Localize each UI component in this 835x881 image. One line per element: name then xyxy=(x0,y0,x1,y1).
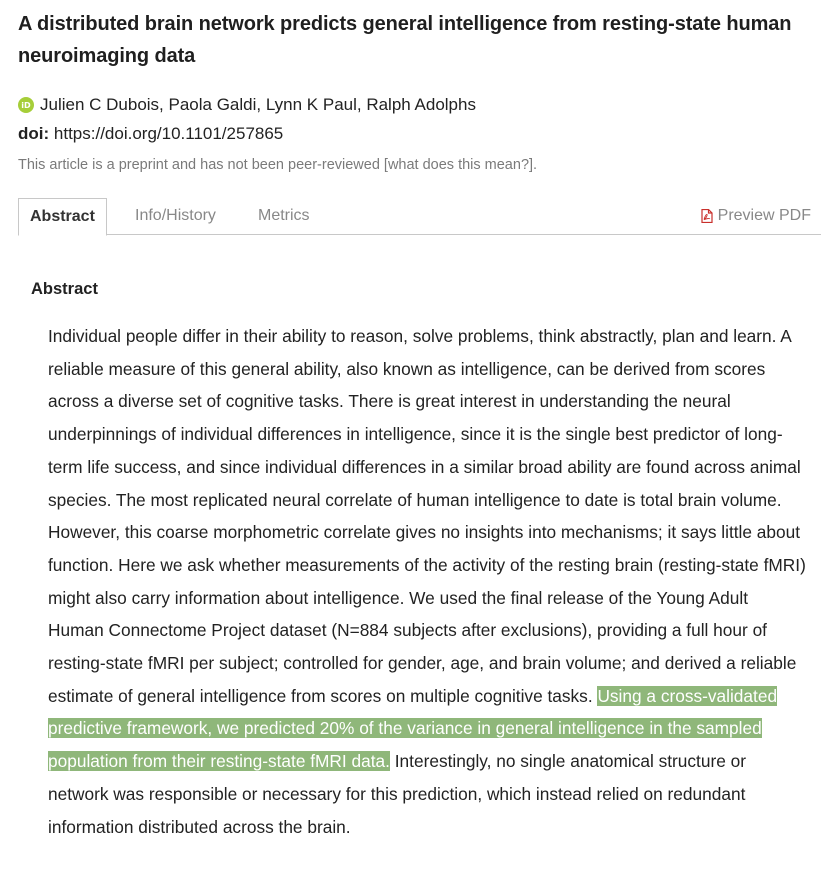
abstract-highlighted-text: Using a cross-validated predictive framework, we predicted 20% of the variance in general intelligence in the sampled population from their resting-state fMRI data. xyxy=(48,685,778,772)
abstract-heading: Abstract xyxy=(31,280,98,298)
article-title: A distributed brain network predicts general intelligence from resting-state human neuroimaging data xyxy=(18,13,792,67)
tab-info-history[interactable]: Info/History xyxy=(135,207,216,224)
tab-metrics[interactable]: Metrics xyxy=(258,207,310,224)
preview-pdf-label[interactable]: Preview PDF xyxy=(717,207,811,224)
author-list xyxy=(18,94,476,116)
pdf-file-icon xyxy=(701,209,713,223)
authors-text[interactable]: Julien C Dubois, Paola Galdi, Lynn K Paul, Ralph Adolphs xyxy=(40,95,476,114)
preprint-notice: This article is a preprint and has not been peer-reviewed [what does this mean?]. xyxy=(18,157,538,173)
abstract-body xyxy=(48,320,808,843)
doi-label: doi: xyxy=(18,124,50,143)
preview-pdf-link[interactable] xyxy=(701,198,811,234)
orcid-icon[interactable]: iD xyxy=(18,97,34,113)
article-tabs xyxy=(18,198,821,235)
doi-line xyxy=(18,124,283,144)
abstract-text-before: Individual people differ in their ability to reason, solve problems, think abstractly, plan and learn. A reliable measure of this general ability, also known as intelligence, can be derived from scores across a diverse set of cognitive tasks. There is great interest in understanding the neural underpinnings of individual differences in intelligence, since it is the single best predictor of long-term life success, and since individual differences in a similar broad ability are found across animal species. The most replicated neural correlate of human intelligence to date is total brain volume. However, this coarse morphometric correlate gives no insights into mechanisms; it says little about function. Here we ask whether measurements of the activity of the resting brain (resting-state fMRI) might also carry information about intelligence. We used the final release of the Young Adult Human Connectome Project dataset (N=884 subjects after exclusions), providing a full hour of resting-state fMRI per subject; controlled for gender, age, and brain volume; and derived a reliable estimate of general intelligence from scores on multiple cognitive tasks. xyxy=(48,326,806,706)
abstract-text-after: Interestingly, no single anatomical structure or network was responsible or necessary for this prediction, which instead relied on redundant information distributed across the brain. xyxy=(48,751,746,837)
tab-abstract[interactable]: Abstract xyxy=(18,198,107,236)
doi-link[interactable]: https://doi.org/10.1101/257865 xyxy=(53,124,284,143)
